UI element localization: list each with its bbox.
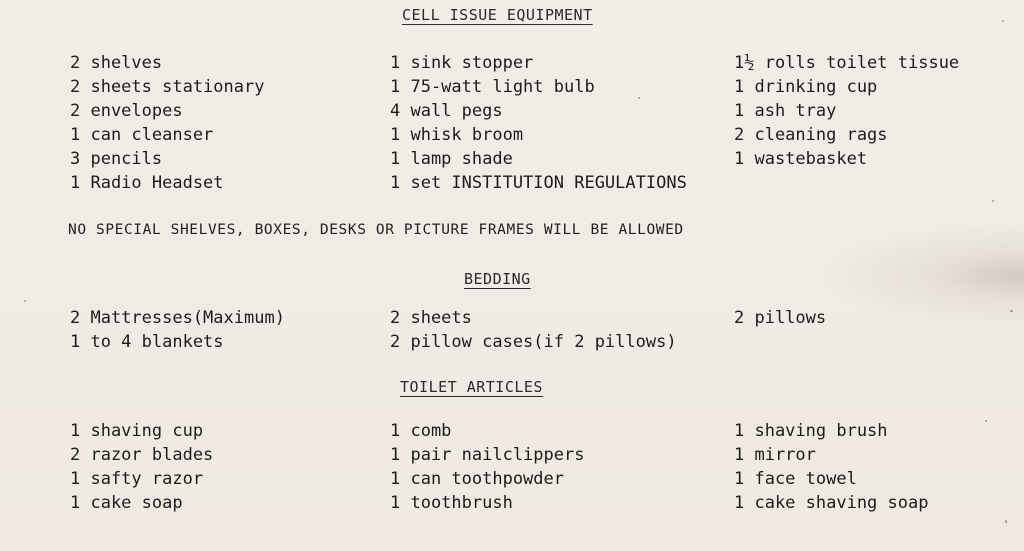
list-item: 1 ash tray — [734, 101, 837, 121]
list-item: 1 can toothpowder — [390, 469, 564, 489]
paper-speck — [638, 97, 640, 99]
paper-speck — [1010, 310, 1013, 312]
list-item: 2 envelopes — [70, 101, 183, 121]
list-row — [0, 123, 1024, 147]
list-item: 1 set INSTITUTION REGULATIONS — [390, 173, 687, 193]
list-item: 2 sheets — [390, 308, 472, 328]
bedding-heading: BEDDING — [464, 270, 531, 288]
list-item: 1 mirror — [734, 445, 816, 465]
list-row — [0, 306, 1024, 330]
list-item: 2 sheets stationary — [70, 77, 265, 97]
list-item: 1 Radio Headset — [70, 173, 224, 193]
list-item: 1 75-watt light bulb — [390, 77, 595, 97]
list-item: 1 to 4 blankets — [70, 332, 224, 352]
list-item: 1 cake shaving soap — [734, 493, 929, 513]
list-row — [0, 99, 1024, 123]
list-item: 1 shaving brush — [734, 421, 888, 441]
list-item: 1 drinking cup — [734, 77, 878, 97]
list-item: 1 face towel — [734, 469, 857, 489]
list-item: 2 cleaning rags — [734, 125, 888, 145]
list-item: 1 wastebasket — [734, 149, 868, 169]
restriction-notice: NO SPECIAL SHELVES, BOXES, DESKS OR PICTURE FRAMES WILL BE ALLOWED — [68, 222, 684, 238]
list-row — [0, 147, 1024, 171]
list-row — [0, 171, 1024, 195]
list-item: 1 sink stopper — [390, 53, 534, 73]
list-item: 1 shaving cup — [70, 421, 204, 441]
list-row — [0, 419, 1024, 443]
toilet-articles-heading: TOILET ARTICLES — [400, 378, 543, 396]
list-item: 2 pillow cases(if 2 pillows) — [390, 332, 677, 352]
list-item: 2 razor blades — [70, 445, 214, 465]
list-row — [0, 491, 1024, 515]
list-row — [0, 330, 1024, 354]
list-item: 1 toothbrush — [390, 493, 513, 513]
list-item: 2 pillows — [734, 308, 827, 328]
list-item: 3 pencils — [70, 149, 163, 169]
list-row — [0, 51, 1024, 75]
list-row — [0, 467, 1024, 491]
paper-speck — [1002, 20, 1004, 22]
paper-speck — [24, 300, 26, 302]
paper-speck — [992, 200, 994, 202]
list-item: 1 can cleanser — [70, 125, 214, 145]
list-row — [0, 443, 1024, 467]
list-item: 1 cake soap — [70, 493, 183, 513]
list-item: 1½ rolls toilet tissue — [734, 53, 960, 73]
list-item: 2 shelves — [70, 53, 163, 73]
cell-issue-heading: CELL ISSUE EQUIPMENT — [402, 6, 593, 24]
list-item: 1 comb — [390, 421, 452, 441]
paper-speck — [1005, 520, 1007, 523]
list-row — [0, 75, 1024, 99]
list-item: 2 Mattresses(Maximum) — [70, 308, 285, 328]
list-item: 1 lamp shade — [390, 149, 513, 169]
list-item: 1 safty razor — [70, 469, 204, 489]
paper-speck — [985, 420, 987, 422]
list-item: 1 pair nailclippers — [390, 445, 585, 465]
list-item: 4 wall pegs — [390, 101, 503, 121]
list-item: 1 whisk broom — [390, 125, 524, 145]
